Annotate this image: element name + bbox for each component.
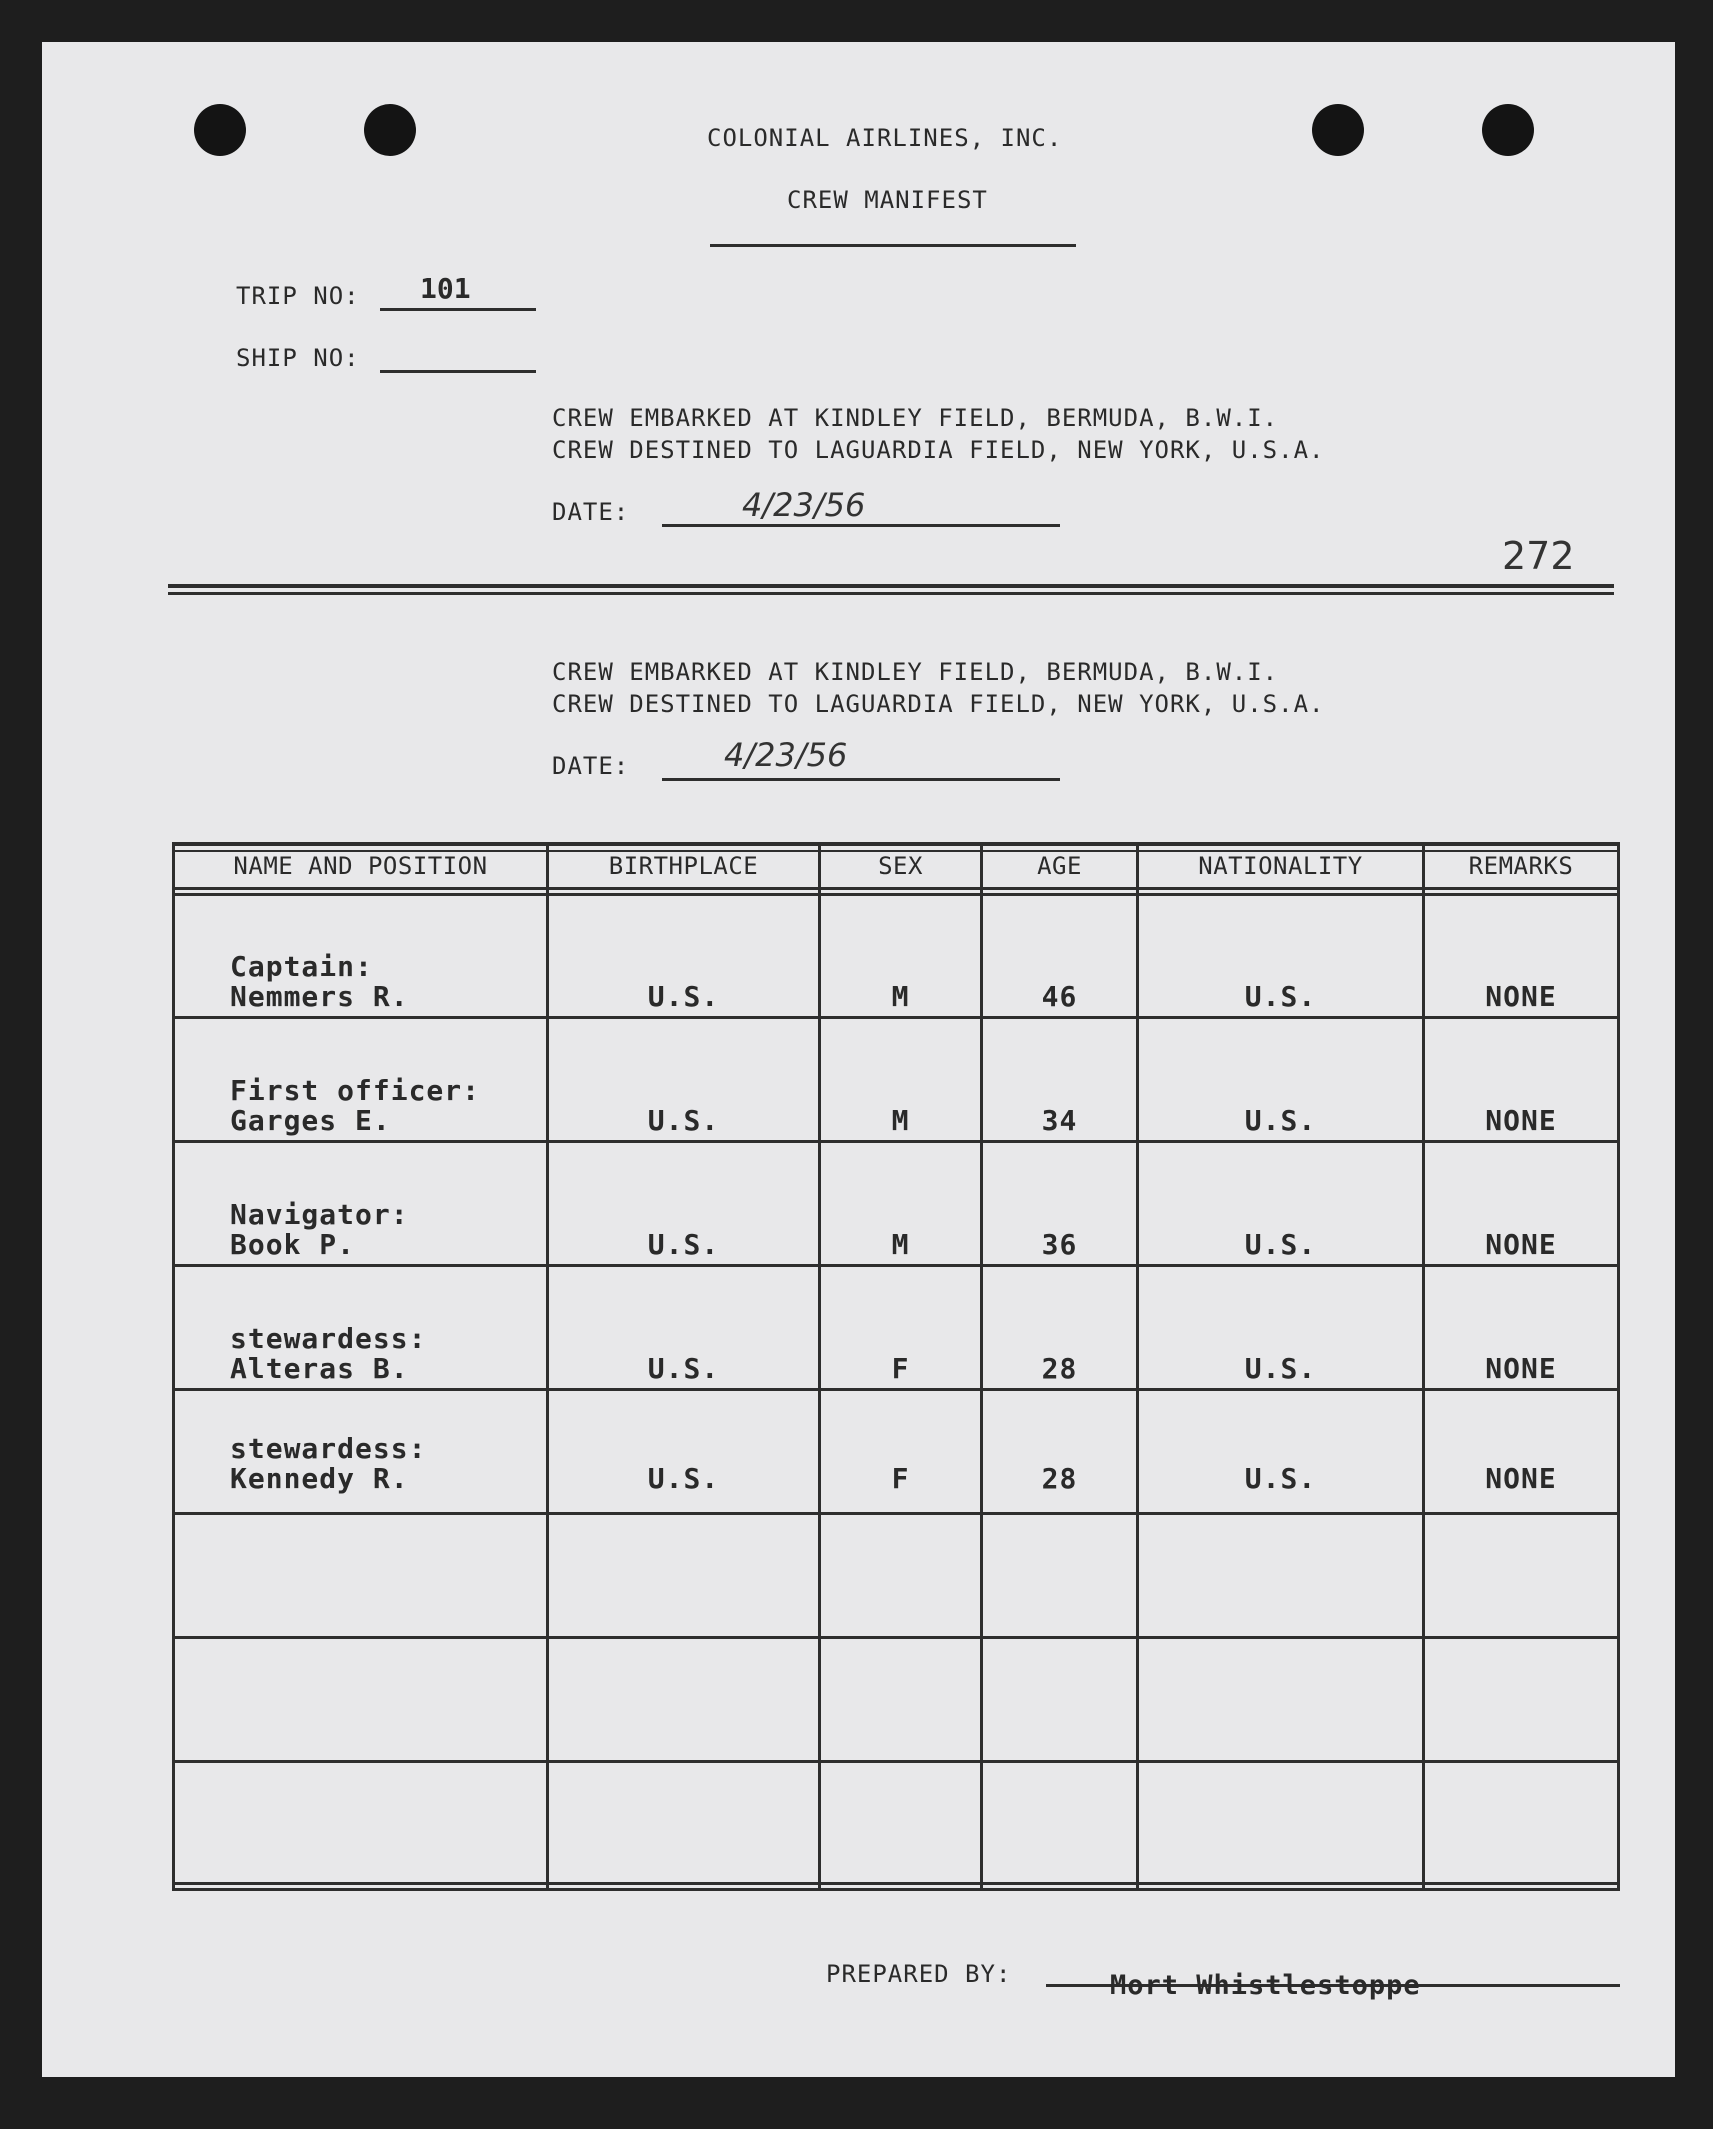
punch-hole <box>364 104 416 156</box>
crew-name: Book P. <box>230 1228 356 1261</box>
row-rule <box>172 1760 1620 1763</box>
section-divider <box>168 584 1614 595</box>
crew-name: Nemmers R. <box>230 980 409 1013</box>
ship-no-line <box>380 370 536 373</box>
crew-position: First officer: <box>230 1074 481 1107</box>
prepared-by-name: Mort Whistlestoppe <box>1110 1970 1421 2001</box>
crew-nationality: U.S. <box>1244 1352 1317 1385</box>
crew-name: Kennedy R. <box>230 1462 409 1495</box>
row-rule <box>172 1140 1620 1143</box>
column-header-nationality: NATIONALITY <box>1198 852 1363 880</box>
crew-remarks: NONE <box>1485 1352 1557 1385</box>
column-header-sex: SEX <box>878 852 923 880</box>
crew-position: stewardess: <box>230 1322 427 1355</box>
row-rule <box>172 1512 1620 1515</box>
crew-nationality: U.S. <box>1244 980 1317 1013</box>
trip-no-value: 101 <box>420 272 471 305</box>
embarked-line: CREW EMBARKED AT KINDLEY FIELD, BERMUDA, B.W.I. <box>552 658 1279 686</box>
prepared-by-label: PREPARED BY: <box>826 1960 1012 1988</box>
crew-name: Alteras B. <box>230 1352 409 1385</box>
page-number: 272 <box>1502 534 1575 578</box>
crew-birthplace: U.S. <box>647 980 720 1013</box>
row-rule <box>172 1264 1620 1267</box>
date-label: DATE: <box>552 498 630 526</box>
crew-name: Garges E. <box>230 1104 391 1137</box>
crew-remarks: NONE <box>1485 1104 1557 1137</box>
crew-birthplace: U.S. <box>647 1104 720 1137</box>
crew-nationality: U.S. <box>1244 1462 1317 1495</box>
crew-age: 28 <box>1041 1462 1078 1495</box>
date-value: 4/23/56 <box>742 486 866 524</box>
date-line <box>662 778 1060 781</box>
title-underline <box>710 244 1076 247</box>
crew-nationality: U.S. <box>1244 1228 1317 1261</box>
column-header-age: AGE <box>1037 852 1082 880</box>
crew-age: 46 <box>1041 980 1078 1013</box>
crew-age: 36 <box>1041 1228 1078 1261</box>
crew-sex: F <box>891 1462 910 1495</box>
crew-position: stewardess: <box>230 1432 427 1465</box>
table-bottom-rule <box>172 1888 1620 1891</box>
punch-hole <box>1482 104 1534 156</box>
crew-age: 34 <box>1041 1104 1078 1137</box>
crew-birthplace: U.S. <box>647 1462 720 1495</box>
column-rule <box>172 842 175 1891</box>
manifest-page <box>42 42 1675 2077</box>
crew-position: Navigator: <box>230 1198 409 1231</box>
crew-sex: M <box>891 980 910 1013</box>
destined-line: CREW DESTINED TO LAGUARDIA FIELD, NEW YORK, U.S.A. <box>552 690 1325 718</box>
crew-position: Captain: <box>230 950 373 983</box>
crew-remarks: NONE <box>1485 980 1557 1013</box>
table-bottom-rule <box>172 1882 1620 1885</box>
destined-line: CREW DESTINED TO LAGUARDIA FIELD, NEW YORK, U.S.A. <box>552 436 1325 464</box>
row-rule <box>172 1388 1620 1391</box>
crew-birthplace: U.S. <box>647 1352 720 1385</box>
punch-hole <box>194 104 246 156</box>
column-header-birthplace: BIRTHPLACE <box>608 852 759 880</box>
header-rule <box>172 893 1620 896</box>
crew-sex: M <box>891 1228 910 1261</box>
company-name: COLONIAL AIRLINES, INC. <box>707 124 1063 152</box>
header-rule <box>172 887 1620 890</box>
table-top-rule <box>172 842 1620 846</box>
column-header-remarks: REMARKS <box>1468 852 1574 880</box>
form-title: CREW MANIFEST <box>787 186 988 214</box>
trip-no-label: TRIP NO: <box>236 282 360 310</box>
trip-no-line <box>380 308 536 311</box>
embarked-line: CREW EMBARKED AT KINDLEY FIELD, BERMUDA, B.W.I. <box>552 404 1279 432</box>
date-value: 4/23/56 <box>724 736 848 774</box>
ship-no-label: SHIP NO: <box>236 344 360 372</box>
punch-hole <box>1312 104 1364 156</box>
crew-nationality: U.S. <box>1244 1104 1317 1137</box>
column-header-name: NAME AND POSITION <box>233 852 488 880</box>
row-rule <box>172 1636 1620 1639</box>
crew-sex: M <box>891 1104 910 1137</box>
crew-table <box>172 842 1620 1891</box>
crew-remarks: NONE <box>1485 1228 1557 1261</box>
date-label: DATE: <box>552 752 630 780</box>
row-rule <box>172 1016 1620 1019</box>
column-rule <box>1617 842 1620 1891</box>
crew-age: 28 <box>1041 1352 1078 1385</box>
date-line <box>662 524 1060 527</box>
crew-remarks: NONE <box>1485 1462 1557 1495</box>
crew-sex: F <box>891 1352 910 1385</box>
crew-birthplace: U.S. <box>647 1228 720 1261</box>
